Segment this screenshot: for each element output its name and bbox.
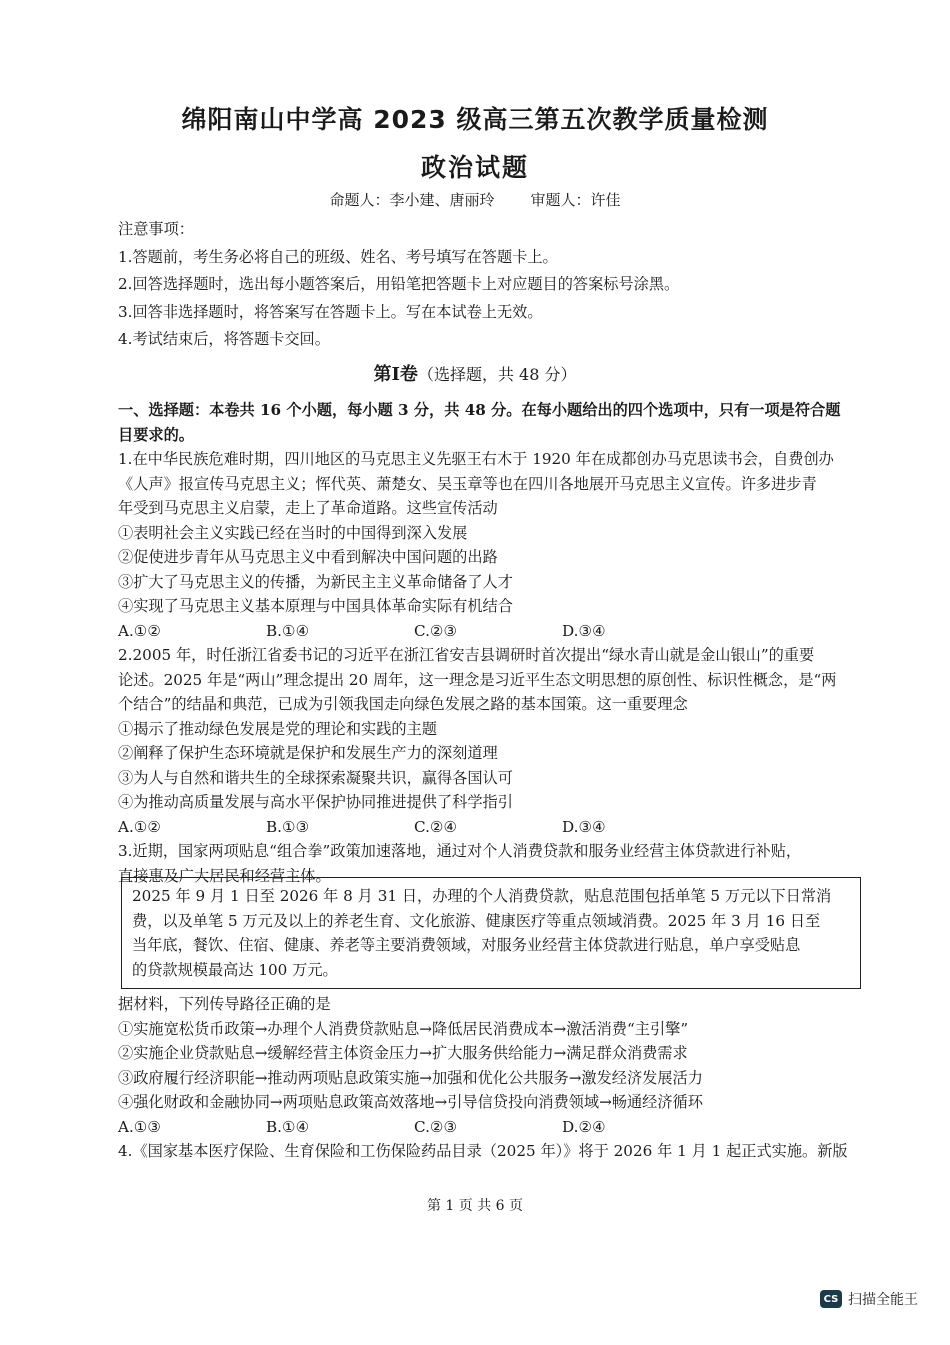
q3-material-line: 的贷款规模最高达 100 万元。	[132, 960, 338, 979]
section-note: （选择题，共 48 分）	[417, 365, 577, 384]
notice-block	[118, 217, 863, 352]
q2-statement: ②阐释了保护生态环境就是保护和发展生产力的深刻道理	[118, 744, 498, 762]
q3-option-b: B.①④	[266, 1117, 310, 1136]
q3-stem-line: 直接惠及广大居民和经营主体。	[118, 866, 331, 885]
q3-statement: ①实施宽松货币政策→办理个人消费贷款贴息→降低居民消费成本→激活消费“主引擎”	[118, 1019, 689, 1038]
section-title: 第Ⅰ卷	[373, 364, 418, 385]
notice-item: 4.考试结束后，将答题卡交回。	[118, 330, 330, 348]
questions-block	[118, 398, 863, 888]
q1-stem-line: 《人声》报宣传马克思主义；恽代英、萧楚女、吴玉章等也在四川各地展开马克思主义宣传。许多进步青	[118, 474, 817, 493]
q2-options	[118, 815, 863, 840]
q3-statement: ④强化财政和金融协同→两项贴息政策高效落地→引导信贷投向消费领域→畅通经济循环	[118, 1093, 703, 1111]
q2-statement: ③为人与自然和谐共生的全球探索凝聚共识，赢得各国认可	[118, 768, 513, 787]
q3-statement: ②实施企业贷款贴息→缓解经营主体资金压力→扩大服务供给能力→满足群众消费需求	[118, 1044, 688, 1062]
q1-option-b: B.①④	[266, 621, 310, 640]
q1-option-c: C.②③	[414, 621, 458, 640]
notice-item: 2.回答选择题时，选出每小题答案后，用铅笔把答题卡上对应题目的答案标号涂黑。	[118, 275, 680, 293]
q1-statement: ②促使进步青年从马克思主义中看到解决中国问题的出路	[118, 548, 498, 566]
q3-material-line: 当年底，餐饮、住宿、健康、养老等主要消费领域，对服务业经营主体贷款进行贴息，单户享受贴息	[132, 936, 801, 954]
q3-stem-line: 3.近期，国家两项贴息“组合拳”政策加速落地，通过对个人消费贷款和服务业经营主体贷款进行补贴，	[118, 842, 802, 860]
section-heading	[0, 360, 950, 386]
instructions-line: 目要求的。	[118, 425, 194, 444]
notice-heading: 注意事项：	[118, 220, 194, 238]
q1-options	[118, 619, 863, 644]
q2-option-a: A.①②	[118, 817, 162, 836]
q2-option-b: B.①③	[266, 817, 310, 836]
q1-statement: ③扩大了马克思主义的传播，为新民主主义革命储备了人才	[118, 572, 513, 591]
setter: 命题人：李小建、唐丽玲	[329, 191, 495, 209]
exam-subject: 政治试题	[420, 153, 529, 182]
q2-option-c: C.②④	[414, 817, 458, 836]
authors-line	[0, 189, 950, 210]
watermark-text: 扫描全能王	[848, 1292, 918, 1308]
q1-stem-line: 1.在中华民族危难时期，四川地区的马克思主义先驱王右木于 1920 年在成都创办马克思读书会，自费创办	[118, 450, 834, 468]
q1-stem-line: 年受到马克思主义启蒙，走上了革命道路。这些宣传活动	[118, 499, 498, 517]
q3-statement: ③政府履行经济职能→推动两项贴息政策实施→加强和优化公共服务→激发经济发展活力	[118, 1068, 703, 1087]
q3-option-a: A.①③	[118, 1117, 162, 1136]
q3-option-d: D.②④	[562, 1117, 606, 1136]
q2-statement: ④为推动高质量发展与高水平保护协同推进提供了科学指引	[118, 793, 513, 811]
scanner-watermark	[820, 1289, 918, 1309]
notice-item: 1.答题前，考生务必将自己的班级、姓名、考号填写在答题卡上。	[118, 247, 558, 266]
q4-stem: 4.《国家基本医疗保险、生育保险和工伤保险药品目录（2025 年）》将于 2026 年 1 月 1 起正式实施。新版	[118, 1142, 848, 1160]
q3-material-line: 费，以及单笔 5 万元及以上的养老生育、文化旅游、健康医疗等重点领域消费。2025 年 3 月 16 日至	[132, 911, 821, 930]
q1-statement: ①表明社会主义实践已经在当时的中国得到深入发展	[118, 523, 468, 542]
q1-option-d: D.③④	[562, 621, 606, 640]
q2-stem-line: 2.2005 年，时任浙江省委书记的习近平在浙江省安吉县调研时首次提出“绿水青山就是金山银山”的重要	[118, 646, 815, 664]
reviewer: 审题人：许佳	[530, 191, 621, 209]
q2-stem-line: 个结合”的结晶和典范，已成为引领我国走向绿色发展之路的基本国策。这一重要理念	[118, 695, 688, 713]
q2-stem-line: 论述。2025 年是“两山”理念提出 20 周年，这一理念是习近平生态文明思想的原创性、标识性概念，是“两	[118, 670, 837, 689]
q3-continued	[118, 992, 863, 1164]
q1-statement: ④实现了马克思主义基本原理与中国具体革命实际有机结合	[118, 597, 513, 615]
q3-options	[118, 1115, 863, 1140]
notice-item: 3.回答非选择题时，将答案写在答题卡上。写在本试卷上无效。	[118, 302, 543, 321]
q3-material-line: 2025 年 9 月 1 日至 2026 年 8 月 31 日，办理的个人消费贷款，贴息范围包括单笔 5 万元以下日常消	[132, 887, 832, 905]
instructions-line: 一、选择题：本卷共 16 个小题，每小题 3 分，共 48 分。在每小题给出的四个选项中，只有一项是符合题	[118, 401, 841, 419]
page-number: 第 1 页 共 6 页	[426, 1198, 524, 1214]
camscanner-logo-icon: CS	[820, 1290, 842, 1308]
q3-option-c: C.②③	[414, 1117, 458, 1136]
q3-prompt: 据材料，下列传导路径正确的是	[118, 995, 331, 1013]
exam-title: 绵阳南山中学高 2023 级高三第五次教学质量检测	[181, 105, 769, 134]
q1-option-a: A.①②	[118, 621, 162, 640]
q2-statement: ①揭示了推动绿色发展是党的理论和实践的主题	[118, 719, 437, 738]
q2-option-d: D.③④	[562, 817, 606, 836]
q3-material-box	[121, 877, 861, 989]
